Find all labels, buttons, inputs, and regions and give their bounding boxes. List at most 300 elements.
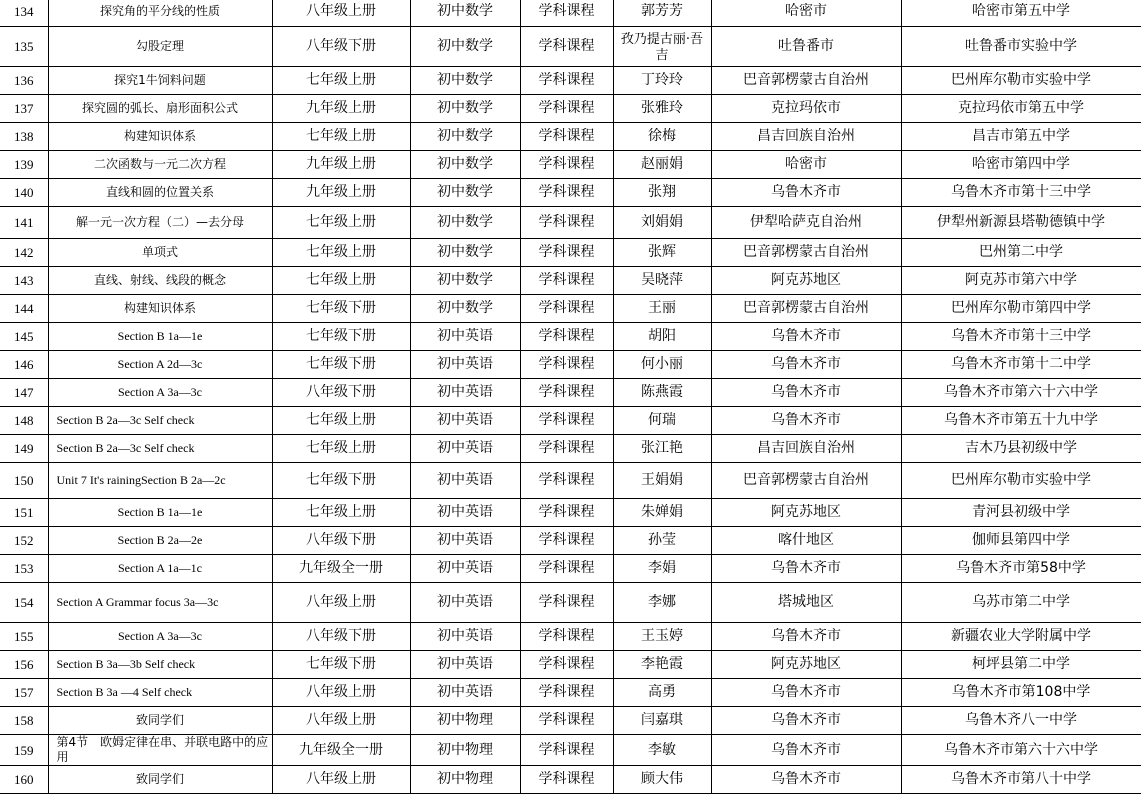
subject-text: 初中数学 <box>437 128 493 144</box>
subject-text: 初中英语 <box>437 328 493 344</box>
teacher-cell <box>613 583 711 623</box>
course-type-cell <box>520 623 613 651</box>
region-text: 乌鲁木齐市 <box>771 384 841 400</box>
course-type-text: 学科课程 <box>538 656 595 672</box>
school-text: 乌鲁木齐市第十三中学 <box>951 184 1091 200</box>
grade-volume-cell <box>272 435 410 463</box>
table-row <box>0 323 1141 351</box>
row-number-cell <box>0 583 48 623</box>
table-row <box>0 239 1141 267</box>
course-type-text: 学科课程 <box>538 156 595 172</box>
course-type-text: 学科课程 <box>538 712 595 728</box>
grade-volume-cell <box>272 179 410 207</box>
school-text: 新疆农业大学附属中学 <box>951 628 1091 644</box>
region-text: 伊犁哈萨克自治州 <box>750 214 862 230</box>
school-text: 巴州第二中学 <box>979 244 1063 260</box>
row-number-text: 142 <box>14 245 34 260</box>
school-text: 阿克苏市第六中学 <box>965 272 1077 288</box>
lesson-title-cell <box>48 527 272 555</box>
grade-volume-text: 七年级上册 <box>306 504 376 520</box>
grade-volume-text: 七年级上册 <box>306 244 376 260</box>
school-text: 哈密市第四中学 <box>972 156 1070 172</box>
table-row <box>0 463 1141 499</box>
course-type-cell <box>520 95 613 123</box>
lesson-title-text: Section A Grammar focus 3a—3c <box>56 595 219 609</box>
grade-volume-text: 九年级全一册 <box>299 560 383 576</box>
course-type-text: 学科课程 <box>538 412 595 428</box>
teacher-text: 丁玲玲 <box>641 72 683 88</box>
lesson-title-text: 构建知识体系 <box>123 129 196 143</box>
subject-cell <box>410 651 520 679</box>
school-cell <box>901 623 1141 651</box>
school-text: 吉木乃县初级中学 <box>965 440 1077 456</box>
school-cell <box>901 27 1141 67</box>
course-type-cell <box>520 295 613 323</box>
grade-volume-text: 七年级上册 <box>306 128 376 144</box>
course-type-text: 学科课程 <box>538 128 595 144</box>
lesson-title-cell <box>48 651 272 679</box>
subject-text: 初中物理 <box>437 741 493 758</box>
row-number-cell <box>0 379 48 407</box>
lesson-title-text: 二次函数与一元二次方程 <box>93 157 226 171</box>
row-number-text: 152 <box>14 533 34 548</box>
course-type-cell <box>520 651 613 679</box>
row-number-cell <box>0 151 48 179</box>
teacher-cell <box>613 407 711 435</box>
table-row <box>0 295 1141 323</box>
row-number-text: 136 <box>14 73 34 88</box>
subject-text: 初中数学 <box>437 3 493 19</box>
subject-cell <box>410 499 520 527</box>
subject-cell <box>410 27 520 67</box>
region-text: 喀什地区 <box>778 532 834 548</box>
region-text: 乌鲁木齐市 <box>771 684 841 700</box>
subject-text: 初中物理 <box>437 771 493 787</box>
row-number-text: 145 <box>14 329 34 344</box>
lesson-title-cell <box>48 67 272 95</box>
region-cell <box>711 151 901 179</box>
row-number-cell <box>0 239 48 267</box>
grade-volume-text: 八年级上册 <box>306 712 376 728</box>
row-number-cell <box>0 67 48 95</box>
subject-cell <box>410 679 520 707</box>
grade-volume-cell <box>272 379 410 407</box>
grade-volume-text: 七年级下册 <box>306 472 376 488</box>
row-number-text: 154 <box>14 595 34 610</box>
subject-text: 初中数学 <box>437 100 493 116</box>
course-type-text: 学科课程 <box>538 440 595 456</box>
lesson-title-text: Section A 1a—1c <box>118 561 202 575</box>
grade-volume-cell <box>272 207 410 239</box>
row-number-text: 155 <box>14 629 34 644</box>
school-text: 乌鲁木齐市第108中学 <box>951 684 1091 700</box>
table-row <box>0 623 1141 651</box>
school-text: 伊犁州新源县塔勒德镇中学 <box>937 214 1105 230</box>
lesson-title-cell <box>48 323 272 351</box>
course-type-cell <box>520 583 613 623</box>
course-type-cell <box>520 527 613 555</box>
grade-volume-text: 七年级上册 <box>306 272 376 288</box>
school-text: 克拉玛依市第五中学 <box>958 100 1084 116</box>
lesson-title-cell <box>48 583 272 623</box>
lesson-title-cell <box>48 207 272 239</box>
row-number-text: 158 <box>14 713 34 728</box>
grade-volume-text: 八年级上册 <box>306 771 376 787</box>
row-number-text: 157 <box>14 685 34 700</box>
table-row <box>0 679 1141 707</box>
teacher-cell <box>613 207 711 239</box>
school-cell <box>901 323 1141 351</box>
lesson-title-cell <box>48 95 272 123</box>
lesson-title-text: 直线和圆的位置关系 <box>105 185 214 199</box>
subject-text: 初中数学 <box>437 214 493 230</box>
school-text: 乌鲁木齐市第六十六中学 <box>944 741 1098 758</box>
grade-volume-cell <box>272 707 410 735</box>
subject-cell <box>410 707 520 735</box>
course-type-cell <box>520 679 613 707</box>
subject-text: 初中英语 <box>437 384 493 400</box>
teacher-text: 张雅玲 <box>641 100 683 116</box>
course-type-cell <box>520 435 613 463</box>
teacher-text: 刘娟娟 <box>641 214 683 230</box>
school-cell <box>901 207 1141 239</box>
course-type-text: 学科课程 <box>538 214 595 230</box>
lesson-title-cell <box>48 766 272 794</box>
region-cell <box>711 0 901 27</box>
region-cell <box>711 239 901 267</box>
subject-cell <box>410 623 520 651</box>
grade-volume-cell <box>272 151 410 179</box>
course-type-text: 学科课程 <box>538 328 595 344</box>
region-cell <box>711 95 901 123</box>
teacher-cell <box>613 295 711 323</box>
subject-text: 初中数学 <box>437 272 493 288</box>
teacher-cell <box>613 95 711 123</box>
teacher-cell <box>613 0 711 27</box>
subject-text: 初中英语 <box>437 472 493 488</box>
lesson-title-cell <box>48 623 272 651</box>
table-row <box>0 527 1141 555</box>
subject-text: 初中英语 <box>437 532 493 548</box>
teacher-cell <box>613 499 711 527</box>
subject-text: 初中英语 <box>437 656 493 672</box>
school-cell <box>901 151 1141 179</box>
teacher-cell <box>613 707 711 735</box>
grade-volume-cell <box>272 651 410 679</box>
school-cell <box>901 555 1141 583</box>
teacher-text: 闫嘉琪 <box>641 712 683 728</box>
lesson-title-text: 致同学们 <box>135 772 184 786</box>
region-text: 阿克苏地区 <box>771 272 841 288</box>
region-cell <box>711 555 901 583</box>
subject-cell <box>410 123 520 151</box>
row-number-text: 139 <box>14 157 34 172</box>
subject-cell <box>410 351 520 379</box>
region-cell <box>711 323 901 351</box>
table-row <box>0 707 1141 735</box>
lesson-title-text: Section B 1a—1e <box>117 505 203 519</box>
teacher-cell <box>613 379 711 407</box>
region-cell <box>711 735 901 766</box>
region-cell <box>711 527 901 555</box>
table-row <box>0 499 1141 527</box>
row-number-text: 147 <box>14 385 34 400</box>
row-number-text: 143 <box>14 273 34 288</box>
course-type-cell <box>520 207 613 239</box>
subject-cell <box>410 583 520 623</box>
row-number-cell <box>0 679 48 707</box>
grade-volume-text: 九年级上册 <box>306 100 376 116</box>
teacher-cell <box>613 679 711 707</box>
course-type-cell <box>520 407 613 435</box>
row-number-cell <box>0 555 48 583</box>
row-number-cell <box>0 407 48 435</box>
course-type-text: 学科课程 <box>538 3 595 19</box>
lesson-title-text: Section B 2a—2e <box>117 533 203 547</box>
teacher-text: 张辉 <box>648 244 676 260</box>
region-text: 乌鲁木齐市 <box>771 328 841 344</box>
region-cell <box>711 27 901 67</box>
table-row <box>0 0 1141 27</box>
grade-volume-cell <box>272 123 410 151</box>
school-text: 乌鲁木齐市第十三中学 <box>951 328 1091 344</box>
table-row <box>0 407 1141 435</box>
teacher-text: 李敏 <box>648 741 676 758</box>
lesson-title-text: 勾股定理 <box>135 39 184 53</box>
row-number-cell <box>0 267 48 295</box>
teacher-text: 孜乃提古丽·吾吉 <box>620 31 704 62</box>
lesson-title-text: 单项式 <box>141 245 178 259</box>
course-type-cell <box>520 379 613 407</box>
school-text: 乌苏市第二中学 <box>972 594 1070 610</box>
course-type-text: 学科课程 <box>538 300 595 316</box>
region-text: 哈密市 <box>785 156 827 172</box>
course-type-text: 学科课程 <box>538 594 595 610</box>
teacher-text: 王娟娟 <box>641 472 683 488</box>
lesson-title-cell <box>48 435 272 463</box>
region-cell <box>711 379 901 407</box>
teacher-cell <box>613 463 711 499</box>
row-number-cell <box>0 499 48 527</box>
school-cell <box>901 735 1141 766</box>
row-number-cell <box>0 623 48 651</box>
teacher-text: 赵丽娟 <box>641 156 683 172</box>
row-number-cell <box>0 95 48 123</box>
table-row <box>0 267 1141 295</box>
lesson-title-text: 致同学们 <box>135 713 184 727</box>
grade-volume-cell <box>272 239 410 267</box>
region-cell <box>711 267 901 295</box>
region-text: 阿克苏地区 <box>771 504 841 520</box>
lesson-title-cell <box>48 267 272 295</box>
school-text: 巴州库尔勒市实验中学 <box>951 72 1091 88</box>
school-cell <box>901 179 1141 207</box>
region-cell <box>711 679 901 707</box>
teacher-text: 徐梅 <box>648 128 676 144</box>
teacher-text: 胡阳 <box>648 328 676 344</box>
lesson-title-cell <box>48 151 272 179</box>
course-type-cell <box>520 707 613 735</box>
teacher-cell <box>613 555 711 583</box>
subject-text: 初中物理 <box>437 712 493 728</box>
subject-cell <box>410 766 520 794</box>
region-cell <box>711 407 901 435</box>
school-cell <box>901 123 1141 151</box>
school-text: 吐鲁番市实验中学 <box>965 38 1077 54</box>
school-cell <box>901 0 1141 27</box>
row-number-text: 138 <box>14 129 34 144</box>
school-text: 乌鲁木齐市第六十六中学 <box>944 384 1098 400</box>
subject-cell <box>410 295 520 323</box>
subject-text: 初中英语 <box>437 504 493 520</box>
teacher-cell <box>613 67 711 95</box>
region-cell <box>711 207 901 239</box>
row-number-text: 149 <box>14 441 34 456</box>
grade-volume-cell <box>272 67 410 95</box>
grade-volume-text: 七年级上册 <box>306 440 376 456</box>
subject-cell <box>410 0 520 27</box>
table-row <box>0 651 1141 679</box>
grade-volume-cell <box>272 583 410 623</box>
lesson-title-text: 第4节 欧姆定律在串、并联电路中的应用 <box>56 735 269 764</box>
teacher-cell <box>613 323 711 351</box>
school-cell <box>901 679 1141 707</box>
subject-text: 初中数学 <box>437 72 493 88</box>
school-cell <box>901 766 1141 794</box>
lesson-title-text: Section B 2a—3c Self check <box>56 441 195 455</box>
school-cell <box>901 463 1141 499</box>
teacher-cell <box>613 735 711 766</box>
lesson-title-text: Section B 3a—3b Self check <box>56 657 196 671</box>
subject-cell <box>410 527 520 555</box>
course-type-text: 学科课程 <box>538 771 595 787</box>
teacher-text: 王玉婷 <box>641 628 683 644</box>
row-number-text: 159 <box>14 742 34 758</box>
row-number-text: 144 <box>14 301 34 316</box>
grade-volume-cell <box>272 623 410 651</box>
row-number-cell <box>0 435 48 463</box>
region-text: 乌鲁木齐市 <box>771 412 841 428</box>
region-cell <box>711 707 901 735</box>
course-type-text: 学科课程 <box>538 272 595 288</box>
grade-volume-cell <box>272 735 410 766</box>
subject-text: 初中英语 <box>437 684 493 700</box>
grade-volume-cell <box>272 351 410 379</box>
table-row <box>0 179 1141 207</box>
school-cell <box>901 351 1141 379</box>
region-cell <box>711 67 901 95</box>
teacher-cell <box>613 623 711 651</box>
table-row <box>0 351 1141 379</box>
teacher-text: 郭芳芳 <box>641 3 683 19</box>
school-cell <box>901 651 1141 679</box>
teacher-cell <box>613 239 711 267</box>
course-type-cell <box>520 735 613 766</box>
grade-volume-text: 八年级下册 <box>306 532 376 548</box>
lesson-title-cell <box>48 239 272 267</box>
subject-text: 初中英语 <box>437 412 493 428</box>
teacher-text: 吴晓萍 <box>641 272 683 288</box>
lesson-title-text: Section A 2d—3c <box>117 357 203 371</box>
lesson-title-cell <box>48 295 272 323</box>
school-text: 巴州库尔勒市第四中学 <box>951 300 1091 316</box>
teacher-text: 李娟 <box>648 560 676 576</box>
lesson-title-text: 探究圆的弧长、扇形面积公式 <box>81 101 238 115</box>
grade-volume-cell <box>272 527 410 555</box>
row-number-cell <box>0 323 48 351</box>
course-type-cell <box>520 351 613 379</box>
region-cell <box>711 651 901 679</box>
school-text: 乌鲁木齐市第八十中学 <box>951 771 1091 787</box>
school-text: 巴州库尔勒市实验中学 <box>951 472 1091 488</box>
row-number-cell <box>0 179 48 207</box>
school-cell <box>901 527 1141 555</box>
subject-text: 初中英语 <box>437 560 493 576</box>
row-number-cell <box>0 463 48 499</box>
region-text: 塔城地区 <box>778 594 834 610</box>
course-type-text: 学科课程 <box>538 244 595 260</box>
subject-cell <box>410 179 520 207</box>
lesson-title-cell <box>48 555 272 583</box>
school-cell <box>901 239 1141 267</box>
table-row <box>0 555 1141 583</box>
table-row <box>0 95 1141 123</box>
region-cell <box>711 435 901 463</box>
grade-volume-text: 九年级上册 <box>306 184 376 200</box>
teacher-cell <box>613 151 711 179</box>
school-text: 乌鲁木齐八一中学 <box>965 712 1077 728</box>
teacher-text: 陈燕霞 <box>641 384 683 400</box>
lesson-title-cell <box>48 407 272 435</box>
teacher-text: 何瑞 <box>648 412 676 428</box>
grade-volume-text: 八年级上册 <box>306 684 376 700</box>
subject-cell <box>410 95 520 123</box>
row-number-cell <box>0 0 48 27</box>
region-cell <box>711 766 901 794</box>
lesson-title-text: 探究1牛饲料问题 <box>114 73 206 87</box>
grade-volume-cell <box>272 463 410 499</box>
grade-volume-cell <box>272 499 410 527</box>
school-cell <box>901 499 1141 527</box>
course-type-cell <box>520 766 613 794</box>
course-type-cell <box>520 239 613 267</box>
teacher-text: 何小丽 <box>641 356 683 372</box>
grade-volume-cell <box>272 0 410 27</box>
course-type-text: 学科课程 <box>538 472 595 488</box>
course-type-text: 学科课程 <box>538 504 595 520</box>
table-row <box>0 207 1141 239</box>
lesson-title-cell <box>48 351 272 379</box>
lesson-title-cell <box>48 0 272 27</box>
lesson-title-cell <box>48 27 272 67</box>
teacher-cell <box>613 527 711 555</box>
course-type-cell <box>520 151 613 179</box>
grade-volume-cell <box>272 295 410 323</box>
grade-volume-text: 七年级上册 <box>306 214 376 230</box>
teacher-cell <box>613 179 711 207</box>
table-row <box>0 379 1141 407</box>
region-cell <box>711 463 901 499</box>
subject-cell <box>410 435 520 463</box>
lesson-title-cell <box>48 123 272 151</box>
table-row <box>0 735 1141 766</box>
grade-volume-text: 八年级上册 <box>306 3 376 19</box>
subject-text: 初中英语 <box>437 356 493 372</box>
school-text: 柯坪县第二中学 <box>972 656 1070 672</box>
region-text: 乌鲁木齐市 <box>771 184 841 200</box>
subject-cell <box>410 379 520 407</box>
row-number-cell <box>0 123 48 151</box>
